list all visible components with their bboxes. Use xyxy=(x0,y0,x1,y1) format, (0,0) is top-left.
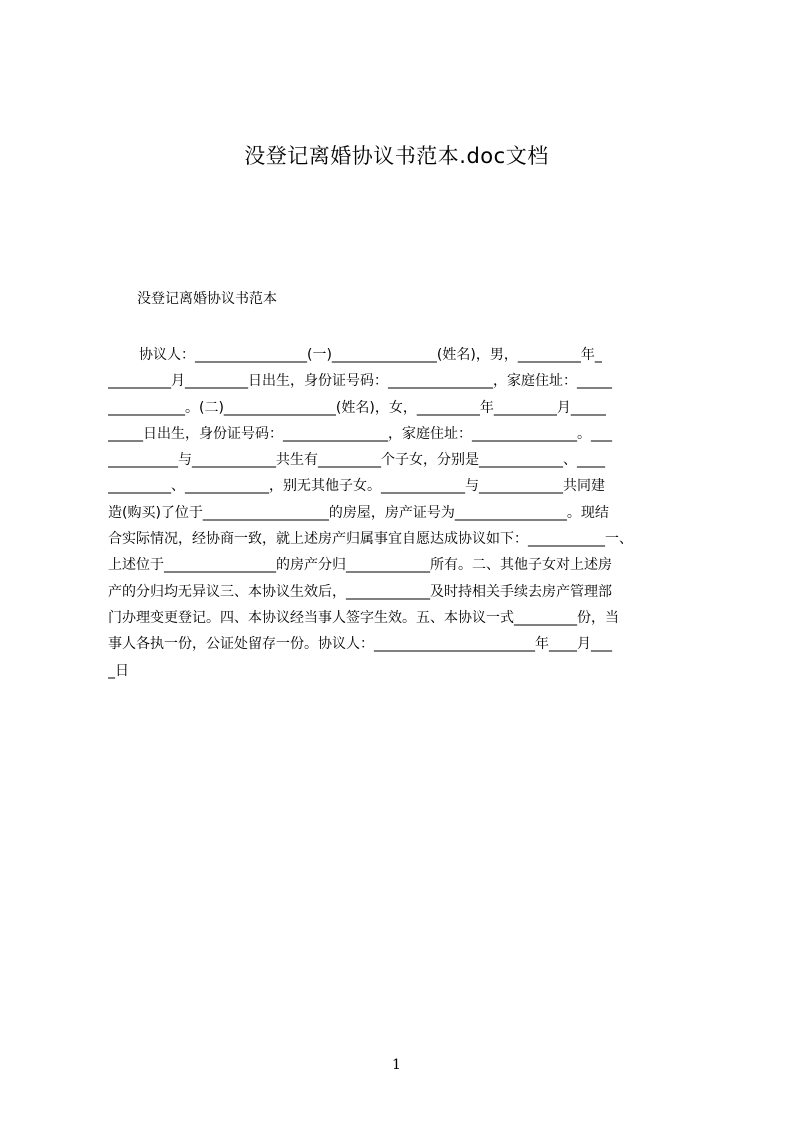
body-line: ___________。(二)________________(姓名)，女，_________年_________月_____ xyxy=(108,399,606,416)
body-line: 协议人：________________(一)_______________(姓名)，男，_________年_ xyxy=(139,347,602,363)
body-line: _________、____________，别无其他子女。____________与____________共同建 xyxy=(108,478,605,495)
body-line: 门办理变更登记。四、本协议经当事人签字生效。五、本协议一式_________份，当 xyxy=(108,609,619,626)
page-number: 1 xyxy=(392,1057,401,1073)
body-line: 产的分归均无异议三、本协议生效后，____________及时持相关手续去房产管理部 xyxy=(108,583,612,600)
body-line: __________与____________共生有_________个子女，分别是____________、____ xyxy=(108,452,605,469)
agreement-body xyxy=(108,342,700,684)
body-line: _日 xyxy=(108,662,129,679)
body-line: 事人各执一份，公证处留存一份。协议人：_______________________年____月___ xyxy=(108,636,612,653)
agreement-subtitle: 没登记离婚协议书范本 xyxy=(137,291,277,307)
body-line: 合实际情况，经协商一致，就上述房产归属事宜自愿达成协议如下：___________一、 xyxy=(108,531,633,548)
document-title: 没登记离婚协议书范本.doc文档 xyxy=(244,144,549,168)
body-line: 上述位于________________的房产分归____________所有。二、其他子女对上述房 xyxy=(108,557,612,574)
body-line: _________月_________日出生，身份证号码：_______________，家庭住址：_____ xyxy=(108,373,612,390)
body-line: _____日出生，身份证号码：_______________，家庭住址：_______________。___ xyxy=(108,425,612,442)
body-line: 造(购买)了位于__________________的房屋，房产证号为________________。现结 xyxy=(108,504,609,521)
